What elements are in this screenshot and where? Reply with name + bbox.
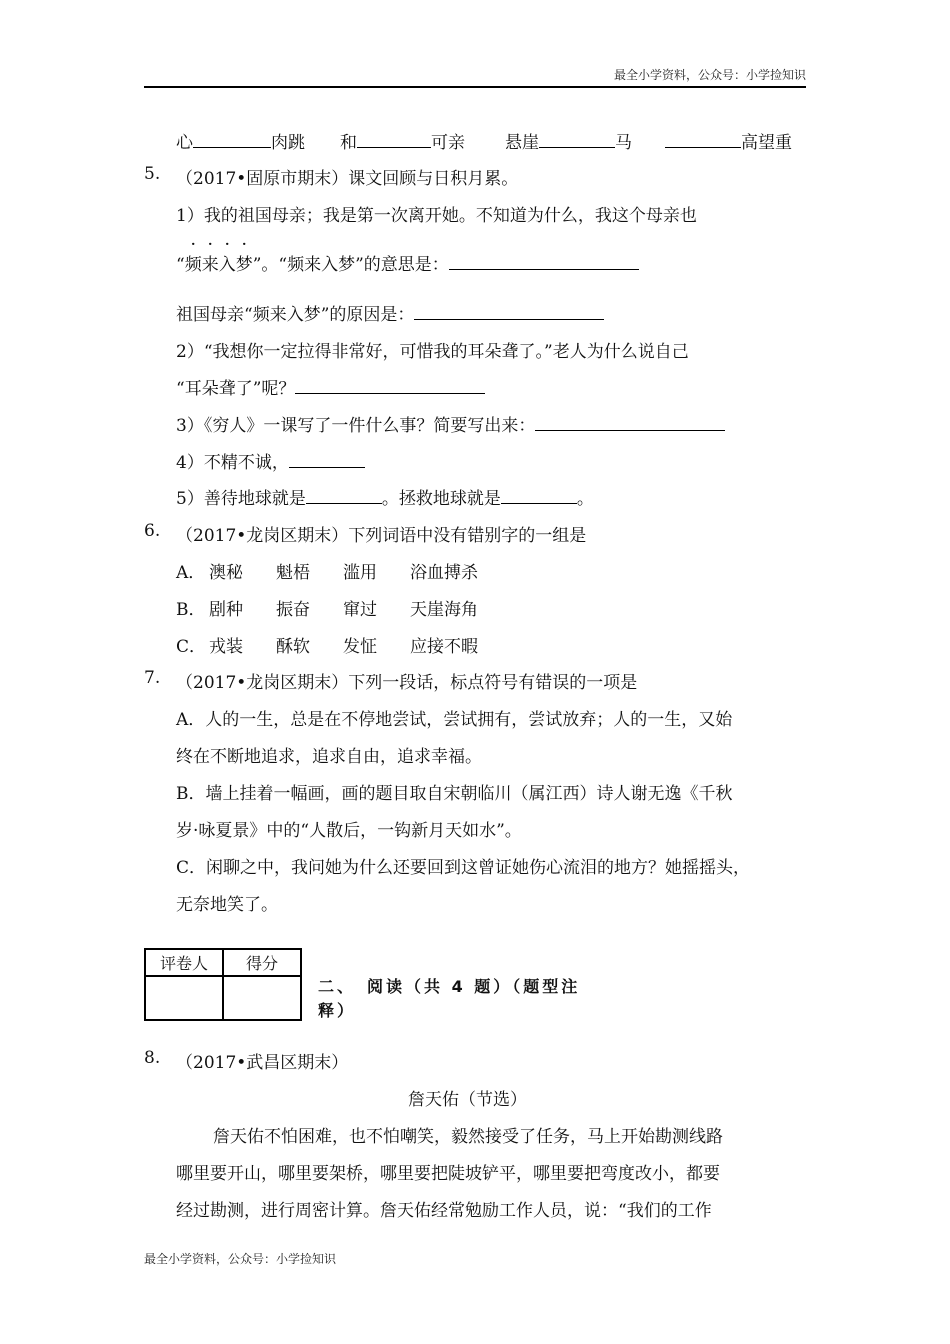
- option-word: 魁梧: [276, 563, 310, 583]
- q5-s2-label: “耳朵聋了”呢？: [176, 379, 296, 399]
- q7-option-c-line1[interactable]: C．闲聊之中，我问她为什么还要回到这曾证她伤心流泪的地方？她摇摇头，: [176, 858, 751, 878]
- idiom-1-pre: 心: [176, 133, 193, 153]
- idiom-4: [665, 128, 792, 153]
- option-word: 浴血搏杀: [410, 563, 478, 583]
- q5-s1-line1: 1）我的祖国母亲；我是第一次离开她。不知道为什么，我这个母亲也: [176, 206, 697, 226]
- idiom-1-blank[interactable]: [193, 129, 271, 148]
- idiom-2-post: 可亲: [431, 133, 465, 153]
- emphasis-char: 来: [201, 255, 219, 275]
- passage-line-3: 经过勘测，进行周密计算。詹天佑经常勉励工作人员，说：“我们的工作: [176, 1201, 712, 1221]
- q5-s3-blank[interactable]: [535, 412, 725, 431]
- page-footer: 最全小学资料，公众号：小学捡知识: [144, 1252, 337, 1266]
- q7-option-a-line1[interactable]: A．人的一生，总是在不停地尝试，尝试拥有，尝试放弃；人的一生，又始: [176, 710, 733, 730]
- q5-s5-a: 5）善待地球就是: [176, 489, 306, 509]
- idiom-3-blank[interactable]: [539, 129, 615, 148]
- score-cell[interactable]: [223, 976, 301, 1020]
- q5-s1-line3: [176, 300, 604, 325]
- q5-s1-reason-label: 祖国母亲“频来入梦”的原因是：: [176, 305, 415, 325]
- idiom-2-blank[interactable]: [357, 129, 431, 148]
- option-word: 振奋: [276, 600, 310, 620]
- section-title-line2: 释）: [318, 1001, 357, 1020]
- quote-open: “: [176, 255, 185, 275]
- grader-header: 评卷人: [145, 949, 223, 976]
- option-word: 发怔: [343, 637, 377, 657]
- q6-option-c[interactable]: [176, 632, 206, 657]
- passage-line-1: 詹天佑不怕困难，也不怕嘲笑，毅然接受了任务，马上开始勘测线路: [213, 1127, 723, 1147]
- q5-s3: [176, 411, 725, 436]
- idiom-2-pre: 和: [340, 133, 357, 153]
- score-header: 得分: [223, 949, 301, 976]
- idiom-1: [176, 128, 305, 153]
- option-word: 剧种: [209, 600, 243, 620]
- q5-s4-label: 4）不精不诚，: [176, 453, 289, 473]
- option-word: 窜过: [343, 600, 377, 620]
- grader-cell[interactable]: [145, 976, 223, 1020]
- option-word: 戎装: [209, 637, 243, 657]
- q5-s4-blank[interactable]: [289, 449, 365, 468]
- idiom-1-post: 肉跳: [271, 133, 305, 153]
- option-label: B．: [176, 600, 206, 620]
- option-word: 酥软: [276, 637, 310, 657]
- q5-s1-meaning-blank[interactable]: [449, 251, 639, 270]
- q7-option-c-line2: 无奈地笑了。: [176, 895, 278, 915]
- idiom-3-pre: 悬崖: [505, 133, 539, 153]
- q5-s1-reason-blank[interactable]: [414, 301, 604, 320]
- q5-s5-b: 。拯救地球就是: [381, 489, 501, 509]
- q8-number: 8.: [144, 1048, 161, 1068]
- q5-s1-rest: ”。“频来入梦”的意思是：: [252, 255, 449, 275]
- q5-s2-blank[interactable]: [295, 375, 485, 394]
- q5-s5-blank-1[interactable]: [306, 485, 382, 504]
- option-word: 滥用: [343, 563, 377, 583]
- q6-option-a[interactable]: [176, 558, 205, 583]
- idiom-4-post: 高望重: [741, 133, 792, 153]
- q8-stem: （2017•武昌区期末）: [176, 1053, 349, 1073]
- score-table: [144, 948, 302, 1021]
- q7-stem: （2017•龙岗区期末）下列一段话，标点符号有错误的一项是: [176, 673, 638, 693]
- q5-s5-blank-2[interactable]: [501, 485, 577, 504]
- section-title-line1: 二、 阅读（共 4 题）（题型注: [318, 977, 581, 996]
- q6-number: 6.: [144, 521, 161, 541]
- header-rule: [144, 86, 806, 88]
- q5-s2-line2: [176, 374, 485, 399]
- emphasis-char: 频: [184, 255, 202, 275]
- q7-number: 7.: [144, 668, 161, 688]
- q5-s5-c: 。: [576, 489, 594, 509]
- passage-title: 詹天佑（节选）: [408, 1090, 527, 1110]
- option-word: 应接不暇: [410, 637, 478, 657]
- option-label: A．: [176, 563, 206, 583]
- page-header: 最全小学资料，公众号：小学捡知识: [613, 68, 806, 82]
- q5-number: 5.: [144, 164, 161, 184]
- idiom-3-post: 马: [615, 133, 632, 153]
- q7-option-b-line1[interactable]: B．墙上挂着一幅画，画的题目取自宋朝临川（属江西）诗人谢无逸《千秋: [176, 784, 733, 804]
- q5-stem: （2017•固原市期末）课文回顾与日积月累。: [176, 169, 519, 189]
- q6-option-b[interactable]: [176, 595, 206, 620]
- emphasis-char: 梦: [235, 255, 253, 275]
- q7-option-a-line2: 终在不断地追求，追求自由，追求幸福。: [176, 747, 482, 767]
- idiom-3: [505, 128, 632, 153]
- idiom-2: [340, 128, 465, 153]
- q5-s4: [176, 448, 365, 473]
- q5-s2-line1: 2）“我想你一定拉得非常好，可惜我的耳朵聋了。”老人为什么说自己: [176, 342, 689, 362]
- option-word: 天崖海角: [410, 600, 478, 620]
- q7-option-b-line2: 岁·咏夏景》中的“人散后，一钩新月天如水”。: [176, 821, 522, 841]
- option-label: C．: [176, 637, 207, 657]
- option-word: 澳秘: [209, 563, 243, 583]
- q5-s5: [176, 484, 594, 509]
- passage-line-2: 哪里要开山，哪里要架桥，哪里要把陡坡铲平，哪里要把弯度改小，都要: [176, 1164, 720, 1184]
- idiom-4-blank[interactable]: [665, 129, 741, 148]
- emphasis-char: 入: [218, 255, 236, 275]
- q5-s3-label: 3）《穷人》一课写了一件什么事？简要写出来：: [176, 416, 536, 436]
- q6-stem: （2017•龙岗区期末）下列词语中没有错别字的一组是: [176, 526, 587, 546]
- q5-s1-line2: [176, 250, 639, 275]
